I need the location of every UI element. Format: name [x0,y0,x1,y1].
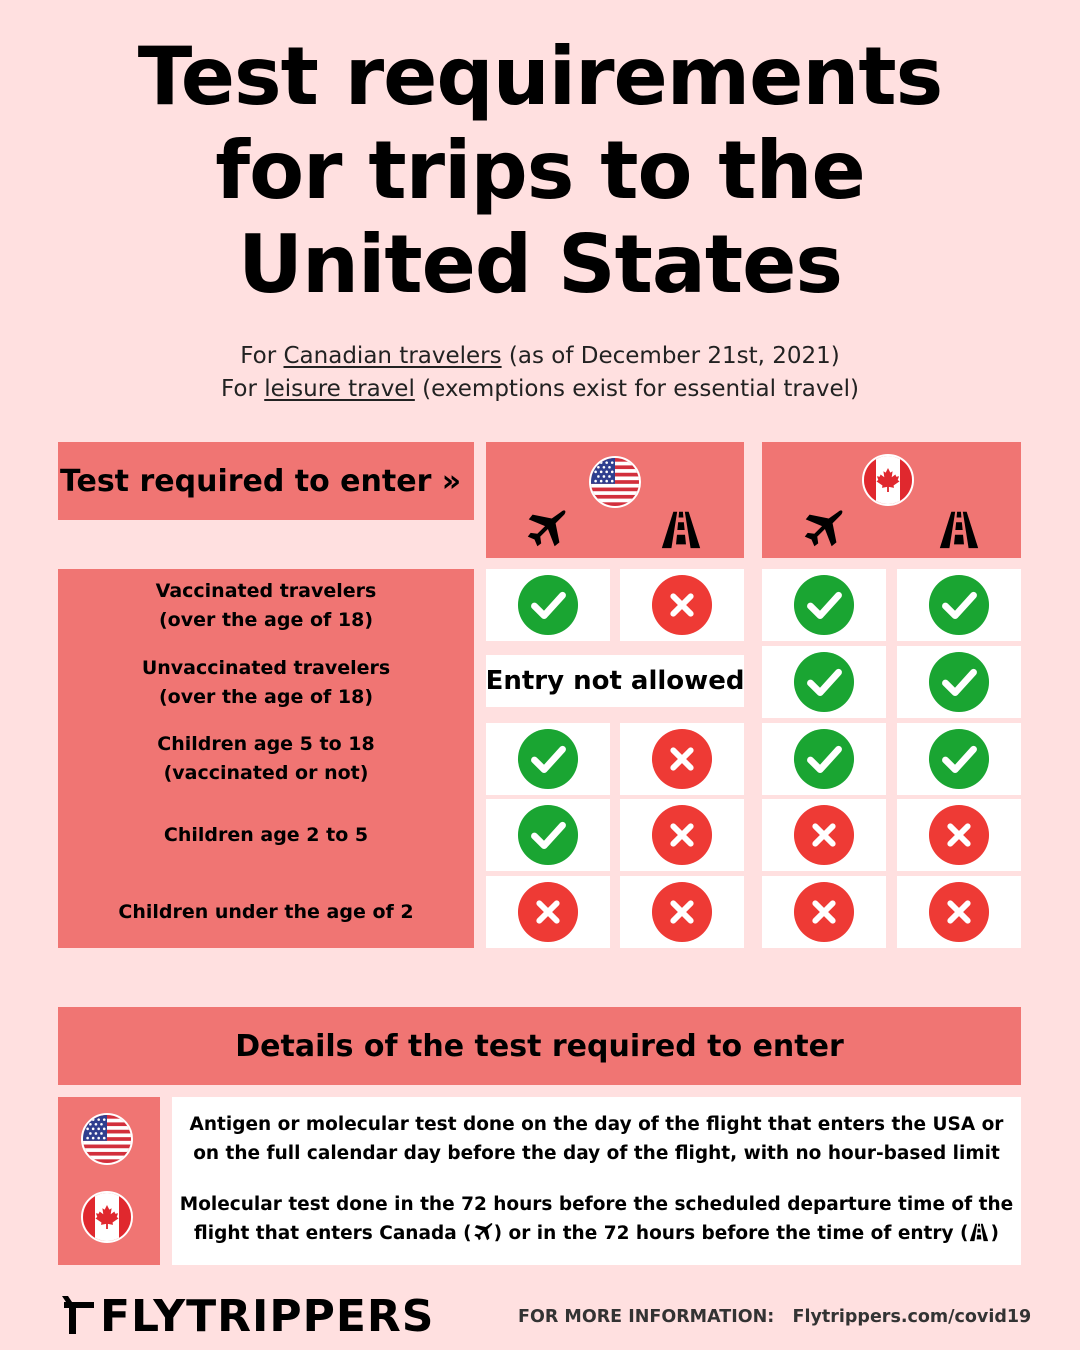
road-icon [936,506,982,552]
usa-test-detail [172,1110,1021,1168]
title-line-2: for trips to the [215,124,865,217]
cell-canada-air [762,646,886,718]
cross-icon [651,804,713,866]
title-line-1: Test requirements [137,30,943,123]
airplane-icon [523,506,569,552]
check-icon [928,574,990,636]
cross-icon [928,881,990,943]
cell-canada-air [762,799,886,871]
usa-flag-icon [81,1113,133,1165]
cell-canada-air [762,569,886,641]
cell-usa-road [620,876,744,948]
detail-line: Antigen or molecular test done on the day of the flight that enters the USA or [189,1114,1004,1135]
canadian-travelers-link[interactable]: Canadian travelers [283,343,502,369]
row-label-children-5-18 [58,730,474,788]
brand-name: FLYTRIPPERS [100,1290,435,1342]
check-icon [517,804,579,866]
cross-icon [651,574,713,636]
row-label-vaccinated [58,577,474,635]
page-title [0,30,1080,312]
detail-line: Molecular test done in the 72 hours before the scheduled departure time of the [179,1194,1014,1215]
flytrippers-logo [62,1286,435,1346]
cell-canada-air [762,723,886,795]
cell-usa-air [486,799,610,871]
detail-line: on the full calendar day before the day of the flight, with no hour-based limit [193,1143,1000,1164]
row-label-line: Vaccinated travelers [155,580,377,602]
canada-flag-icon [862,454,914,506]
details-flags-panel [58,1097,160,1265]
cell-usa-road [620,723,744,795]
cross-icon [517,881,579,943]
canada-flag-icon [81,1191,133,1243]
check-icon [928,651,990,713]
cell-canada-road [897,799,1021,871]
footer-info [518,1307,1032,1327]
subtitle-prefix: For [240,343,284,369]
check-icon [517,728,579,790]
subtitle-line-1 [0,340,1080,373]
cross-icon [651,728,713,790]
subtitle-prefix: For [220,376,265,402]
detail-text-part: ) or in the 72 hours before the time of entry ( [493,1223,969,1244]
airplane-icon [472,1221,494,1243]
check-icon [517,574,579,636]
subtitle-line-2 [0,373,1080,406]
info-label: FOR MORE INFORMATION: [518,1307,775,1327]
cell-canada-air [762,876,886,948]
row-label-line: (over the age of 18) [158,686,374,708]
usa-flag-icon [589,456,641,508]
cell-canada-road [897,876,1021,948]
row-label-line: Children age 5 to 18 [157,733,375,755]
row-label-unvaccinated [58,654,474,712]
title-line-3: United States [238,218,842,311]
cross-icon [793,804,855,866]
subtitle-exemptions: (exemptions exist for essential travel) [414,376,860,402]
detail-text-part: flight that enters Canada ( [194,1223,472,1244]
road-icon [968,1221,990,1243]
row-label-line: Unvaccinated travelers [141,657,391,679]
cell-usa-road [620,569,744,641]
row-label-children-under-2 [58,898,474,927]
cross-icon [793,881,855,943]
airplane-icon [800,506,846,552]
detail-line [172,1219,1021,1248]
check-icon [928,728,990,790]
leisure-travel-link[interactable]: leisure travel [264,376,415,402]
cell-canada-road [897,646,1021,718]
subtitle [0,340,1080,406]
road-icon [658,506,704,552]
detail-text-part: ) [990,1223,999,1244]
row-label-line: (vaccinated or not) [163,762,369,784]
test-required-header: Test required to enter » [58,442,474,520]
check-icon [793,651,855,713]
row-label-line: Children age 2 to 5 [163,824,369,846]
cross-icon [651,881,713,943]
row-label-line: Children under the age of 2 [118,901,414,923]
check-icon [793,574,855,636]
cell-usa-air [486,723,610,795]
row-label-children-2-5 [58,821,474,850]
canada-test-detail [172,1190,1021,1248]
cell-usa-air [486,876,610,948]
cross-icon [928,804,990,866]
subtitle-date: (as of December 21st, 2021) [501,343,840,369]
airplane-logo-icon [62,1296,96,1336]
cell-canada-road [897,723,1021,795]
cell-usa-road [620,799,744,871]
entry-not-allowed-cell: Entry not allowed [486,655,744,707]
row-label-line: (over the age of 18) [158,609,374,631]
cell-canada-road [897,569,1021,641]
check-icon [793,728,855,790]
details-heading: Details of the test required to enter [58,1007,1021,1085]
canada-column-header [762,442,1021,558]
usa-column-header [486,442,744,558]
cell-usa-air [486,569,610,641]
info-link[interactable]: Flytrippers.com/covid19 [792,1307,1032,1327]
